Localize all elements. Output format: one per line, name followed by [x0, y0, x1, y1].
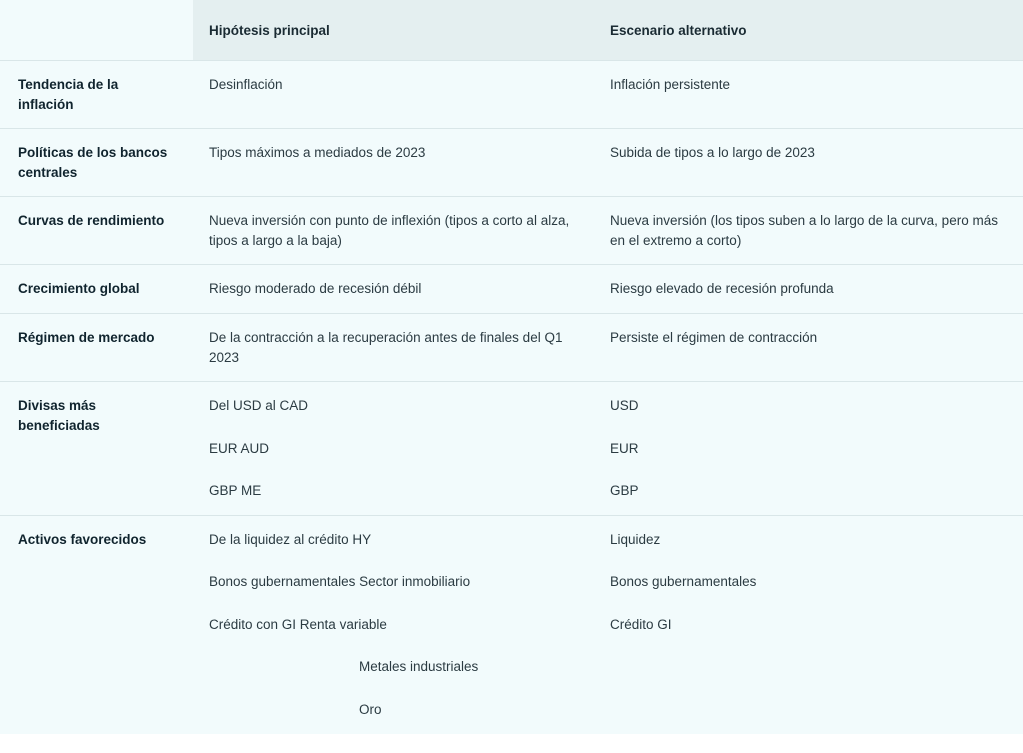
cell-alternative-scenario	[594, 265, 1023, 314]
cell-lines	[209, 328, 578, 367]
table-row	[0, 265, 1023, 314]
cell-base-case	[193, 61, 594, 129]
cell-line: Oro	[359, 702, 382, 717]
cell-line: Desinflación	[209, 77, 283, 92]
row-header-cell: Crecimiento global	[0, 265, 193, 314]
row-header-cell: Régimen de mercado	[0, 313, 193, 381]
cell-alternative-scenario	[594, 129, 1023, 197]
cell-lines	[610, 328, 1007, 348]
table-row	[0, 515, 1023, 733]
table-body	[0, 61, 1023, 734]
cell-lines	[209, 211, 578, 250]
row-header-cell: Tendencia de la inflación	[0, 61, 193, 129]
cell-line: Inflación persistente	[610, 77, 731, 92]
cell-lines	[209, 143, 578, 163]
cell-base-case	[193, 129, 594, 197]
table-row	[0, 197, 1023, 265]
cell-lines	[209, 75, 578, 95]
cell-line: De la liquidez al crédito HY	[209, 531, 372, 547]
row-header-cell: Divisas más beneficiadas	[0, 382, 193, 516]
cell-lines	[610, 530, 1007, 635]
cell-line: Riesgo elevado de recesión profunda	[610, 281, 834, 297]
cell-line: GBP	[610, 483, 639, 499]
cell-alternative-scenario	[594, 197, 1023, 265]
cell-line: EUR AUD	[209, 440, 270, 456]
cell-line: Subida de tipos a lo largo de 2023	[610, 145, 815, 161]
cell-line: Del USD al CAD	[209, 398, 309, 414]
cell-lines	[209, 279, 578, 299]
cell-line: Nueva inversión con punto de inflexión (tipos a corto al alza, tipos a largo a la baja)	[209, 213, 570, 248]
cell-line: Persiste el régimen de contracción	[610, 329, 818, 345]
cell-line: Liquidez	[610, 531, 661, 547]
row-header-cell: Curvas de rendimiento	[0, 197, 193, 265]
cell-base-case	[193, 515, 594, 733]
cell-base-case	[193, 197, 594, 265]
row-header-cell: Activos favorecidos	[0, 515, 193, 733]
table-row	[0, 313, 1023, 381]
table-row	[0, 382, 1023, 516]
cell-line: Metales industriales	[359, 659, 479, 675]
cell-line: Crédito con GI Renta variable	[209, 616, 387, 632]
cell-line: Crédito GI	[610, 616, 672, 632]
row-header-cell: Políticas de los bancos centrales	[0, 129, 193, 197]
cell-line: USD	[610, 398, 639, 414]
cell-line: De la contracción a la recuperación antes de finales del Q1 2023	[209, 329, 563, 365]
cell-line: EUR	[610, 440, 639, 456]
cell-base-case	[193, 265, 594, 314]
cell-alternative-scenario	[594, 515, 1023, 733]
cell-line: Bonos gubernamentales Sector inmobiliario	[209, 574, 471, 590]
cell-alternative-scenario	[594, 313, 1023, 381]
cell-line: Tipos máximos a mediados de 2023	[209, 145, 426, 161]
header-cell-corner	[0, 0, 193, 61]
cell-line: Bonos gubernamentales	[610, 574, 757, 590]
header-cell-alternative-scenario: Escenario alternativo	[594, 0, 1023, 61]
cell-lines	[610, 75, 1007, 95]
cell-line: GBP ME	[209, 483, 262, 499]
table-header	[0, 0, 1023, 61]
cell-lines	[610, 396, 1007, 501]
cell-alternative-scenario	[594, 382, 1023, 516]
table-row	[0, 129, 1023, 197]
table-row	[0, 61, 1023, 129]
cell-base-case	[193, 313, 594, 381]
cell-line: Riesgo moderado de recesión débil	[209, 281, 422, 297]
cell-line: Nueva inversión (los tipos suben a lo largo de la curva, pero más en el extremo a corto)	[610, 213, 998, 248]
cell-lines	[610, 211, 1007, 250]
header-row	[0, 0, 1023, 61]
cell-lines	[209, 396, 578, 501]
cell-lines	[610, 143, 1007, 163]
cell-lines	[610, 279, 1007, 299]
cell-base-case	[193, 382, 594, 516]
header-cell-base-case: Hipótesis principal	[193, 0, 594, 61]
cell-alternative-scenario	[594, 61, 1023, 129]
cell-lines	[209, 530, 578, 720]
